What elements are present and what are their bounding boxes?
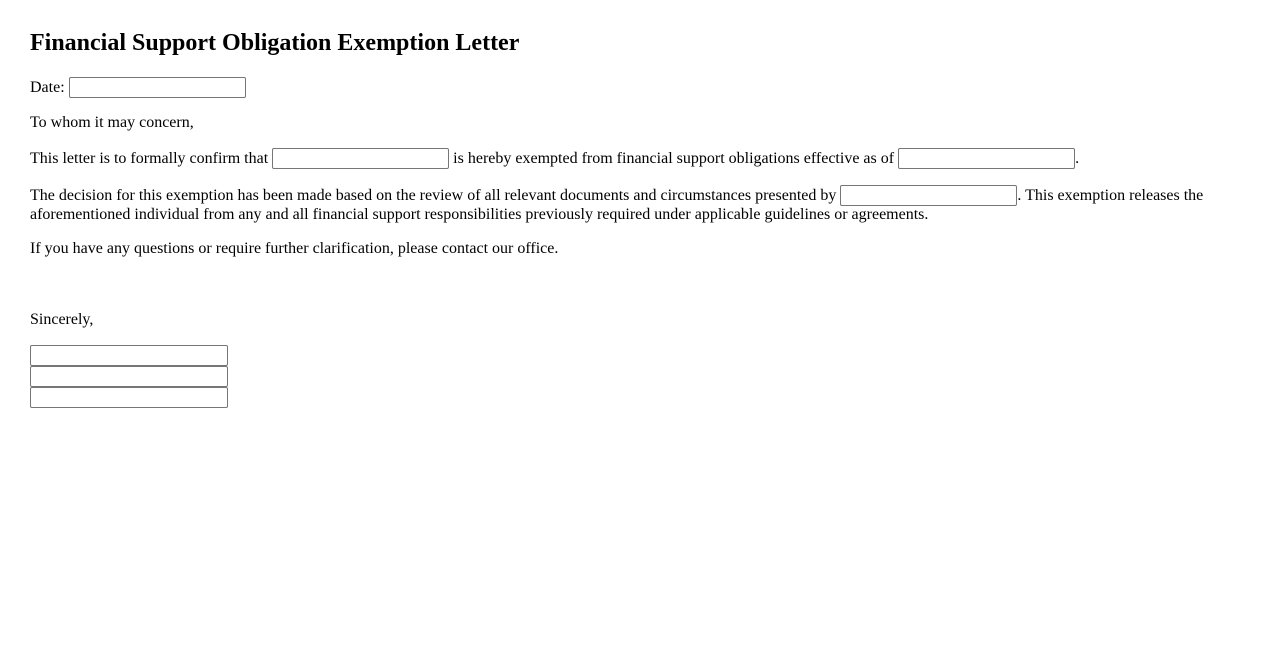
- date-input[interactable]: [69, 77, 246, 98]
- signature-name-input[interactable]: [30, 345, 228, 366]
- confirmation-text-middle: is hereby exempted from financial support obligations effective as of: [453, 150, 895, 167]
- page-title: Financial Support Obligation Exemption Letter: [30, 30, 520, 56]
- effective-date-input[interactable]: [898, 148, 1075, 169]
- date-label: Date:: [30, 79, 65, 96]
- signature-title-input[interactable]: [30, 366, 228, 387]
- decision-paragraph: [30, 185, 1248, 224]
- confirmation-text-end: .: [1075, 150, 1080, 167]
- decision-text-before: The decision for this exemption has been made based on the review of all relevant documents and circumstances presented by: [30, 187, 837, 204]
- exempt-person-input[interactable]: [272, 148, 449, 169]
- salutation: To whom it may concern,: [30, 114, 194, 131]
- presenter-input[interactable]: [840, 185, 1017, 206]
- signature-organization-input[interactable]: [30, 387, 228, 408]
- date-line: [30, 77, 1248, 98]
- confirmation-paragraph: [30, 148, 1248, 169]
- contact-paragraph: If you have any questions or require further clarification, please contact our office.: [30, 240, 559, 257]
- blank-line-spacer: [30, 274, 1248, 295]
- confirmation-text-before: This letter is to formally confirm that: [30, 150, 269, 167]
- closing-line: Sincerely,: [30, 311, 94, 328]
- decision-text-after: . This exemption releases the aforementioned individual from any and all financial support responsibilities previously required under applicable guidelines or agreements.: [30, 187, 1204, 223]
- signature-block: [30, 345, 1248, 408]
- letter-document: [30, 30, 1248, 408]
